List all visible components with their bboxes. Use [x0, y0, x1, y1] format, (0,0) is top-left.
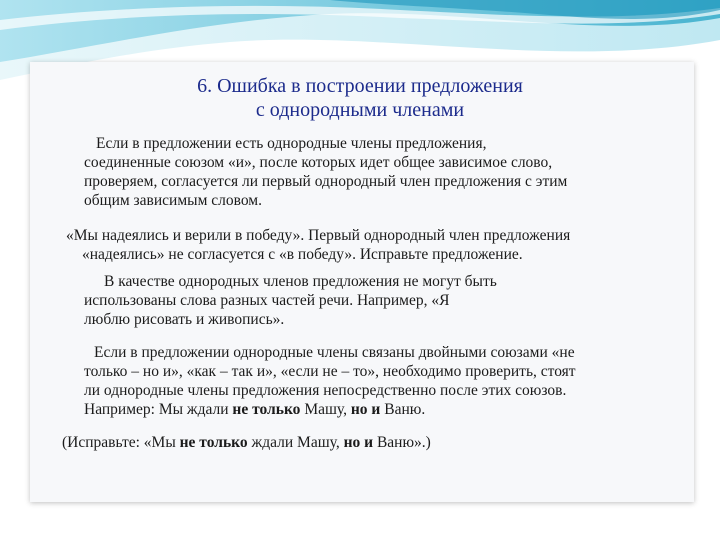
p5-line: [62, 433, 431, 452]
p4-line-4-text: Например: Мы ждали: [84, 401, 233, 418]
p4-line-4-end: Ваню.: [380, 401, 426, 418]
p1-line-4: общим зависимым словом.: [84, 192, 262, 209]
paragraph-1: [84, 134, 567, 210]
p4-line-3: ли однородные члены предложения непосредственно после этих союзов.: [84, 382, 567, 399]
p5-mid: ждали Машу,: [247, 434, 344, 451]
paragraph-4: [84, 343, 576, 419]
p4-bold-1: не только: [232, 401, 301, 418]
p3-line-3: люблю рисовать и живопись».: [84, 311, 285, 328]
p4-bold-2: но и: [350, 401, 381, 418]
p1-line-2: соединенные союзом «и», после которых идет общее зависимое слово,: [84, 154, 553, 171]
p3-line-2: использованы слова разных частей речи. Например, «Я: [84, 292, 450, 309]
title-line-2: с однородными членами: [255, 99, 465, 121]
p4-line-2: только – но и», «как – так и», «если не – то», необходимо проверить, стоят: [84, 363, 576, 380]
p5-text: (Исправьте: «Мы: [62, 434, 180, 451]
p2-line-1: «Мы надеялись и верили в победу». Первый однородный член предложения: [66, 227, 571, 244]
paragraph-5: [62, 433, 431, 452]
title-line-1: 6. Ошибка в построении предложения: [197, 75, 523, 97]
p1-line-1: Если в предложении есть однородные члены предложения,: [96, 135, 487, 152]
slide-title: [110, 74, 610, 122]
paragraph-2: [66, 226, 570, 264]
paragraph-3: [84, 272, 497, 329]
p4-line-4-mid: Машу,: [300, 401, 351, 418]
p5-end: Ваню».): [373, 434, 431, 451]
p2-line-2: «надеялись» не согласуется с «в победу». Исправьте предложение.: [82, 246, 523, 263]
p4-line-4: [84, 400, 576, 419]
p4-line-1: Если в предложении однородные члены связаны двойными союзами «не: [94, 344, 575, 361]
p5-bold-1: не только: [179, 434, 248, 451]
p5-bold-2: но и: [343, 434, 374, 451]
p1-line-3: проверяем, согласуется ли первый однородный член предложения с этим: [84, 173, 568, 190]
p3-line-1: В качестве однородных членов предложения не могут быть: [104, 273, 497, 290]
